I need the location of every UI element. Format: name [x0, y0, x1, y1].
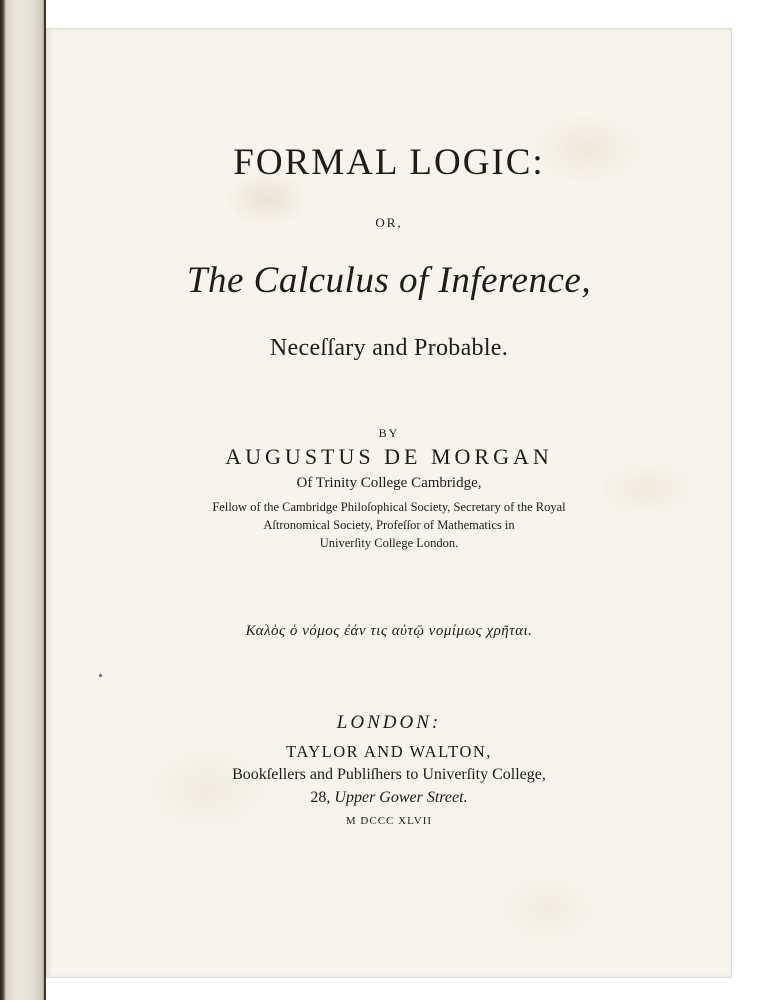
greek-epigraph: Καλὸς ὁ νόμος ἐάν τις αὐτῷ νομίμως χρῆται. — [245, 623, 533, 639]
imprint-address-street: Upper Gower Street. — [334, 789, 468, 806]
book-subtitle: The Calculus of Inference, — [186, 260, 592, 301]
byline: BY — [378, 426, 400, 440]
paper-speck — [99, 674, 102, 677]
imprint-publisher: TAYLOR AND WALTON, — [286, 742, 492, 761]
author-college: Of Trinity College Cambridge, — [296, 475, 482, 491]
author-credentials-line: Univerſity College London. — [319, 536, 459, 550]
title-conjunction: OR, — [375, 215, 403, 230]
imprint-city: LONDON: — [336, 712, 442, 733]
book-subtitle-line2: Neceſſary and Probable. — [269, 335, 509, 361]
imprint-date: M DCCC XLVII — [345, 815, 433, 827]
title-page — [46, 28, 732, 978]
imprint-description: Bookſellers and Publiſhers to Univerſity College, — [232, 766, 546, 783]
author-name: AUGUSTUS DE MORGAN — [225, 444, 553, 469]
author-credentials-line: Aſtronomical Society, Profeſſor of Mathematics in — [263, 518, 515, 532]
imprint-address-number: 28, — [310, 789, 331, 806]
book-cover-edge — [0, 0, 46, 1000]
imprint-address — [47, 789, 731, 807]
book-title: FORMAL LOGIC: — [233, 142, 545, 183]
author-credentials-line: Fellow of the Cambridge Philoſophical Society, Secretary of the Royal — [212, 500, 566, 514]
